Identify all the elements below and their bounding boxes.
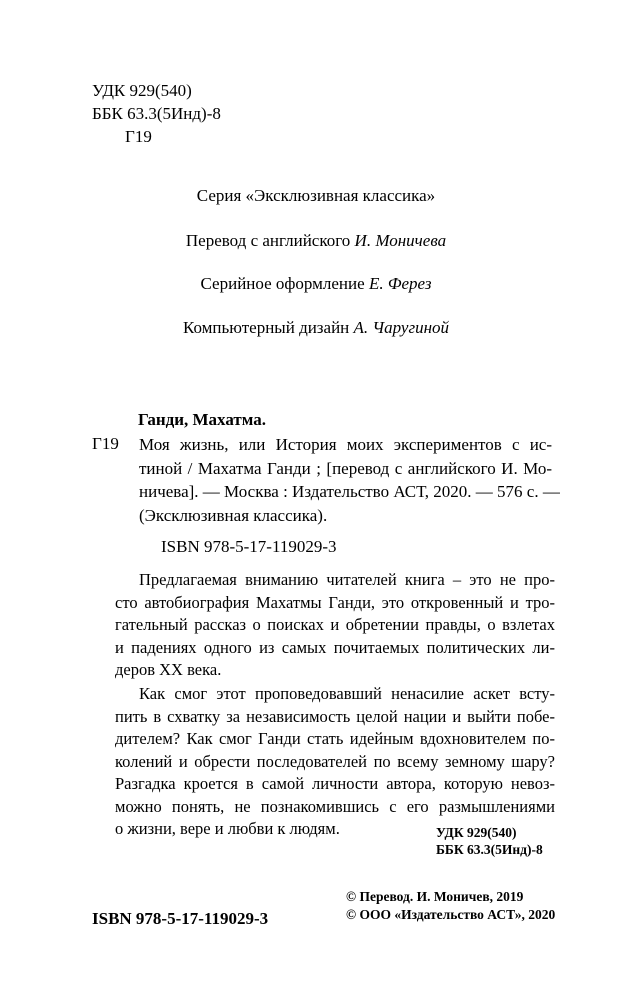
annotation-line: Предлагаемая вниманию читателей книга – это не про- [139, 570, 555, 589]
design-credit [0, 274, 632, 294]
annotation-line: можно понять, не познакомившись с его размышлениями [115, 796, 555, 816]
catalog-mark: Г19 [92, 434, 119, 453]
translation-credit [0, 231, 632, 251]
annotation-line: дителем? Как смог Ганди стать идейным вдохновителем по- [115, 729, 555, 748]
computer-design-credit [0, 318, 632, 338]
annotation-line: сто автобиография Махатмы Ганди, это откровенный и тро- [115, 592, 555, 612]
udk-code: УДК 929(540) [92, 81, 192, 100]
copyright-publisher: © ООО «Издательство АСТ», 2020 [346, 907, 556, 922]
catalog-isbn: ISBN 978-5-17-119029-3 [161, 537, 337, 556]
annotation-line: деров XX века. [115, 660, 222, 679]
bbk-code: ББК 63.3(5Инд)-8 [92, 104, 221, 123]
annotation-line: о жизни, вере и любви к людям. [115, 819, 340, 838]
copyright-translation: © Перевод. И. Моничев, 2019 [346, 889, 524, 904]
footer-udk: УДК 929(540) [436, 825, 517, 840]
annotation-paragraph-2 [115, 683, 555, 841]
annotation-line: колений и обрести последователей по всему земному шару? [115, 751, 555, 771]
author-mark: Г19 [125, 127, 152, 146]
annotation-line: Как смог этот проповедовавший ненасилие аскет всту- [139, 684, 555, 703]
catalog-heading: Ганди, Махатма. [138, 410, 266, 429]
catalog-description [139, 433, 560, 527]
translation-prefix: Перевод с английского [185, 231, 355, 250]
computer-design-prefix: Компьютерный дизайн [182, 318, 354, 337]
computer-designer-name: А. Чаругиной [353, 318, 450, 337]
description-line: Моя жизнь, или История моих экспериментов с ис- [139, 435, 552, 454]
annotation-line: гательный рассказ о поисках и обретении правды, о взлетах [115, 615, 555, 634]
designer-name: Е. Ферез [368, 274, 432, 293]
annotation-line: пить в схватку за независимость целой нации и выйти побе- [115, 706, 555, 726]
annotation-line: Разгадка кроется в самой личности автора, которую невоз- [115, 774, 555, 793]
translator-name: И. Моничева [354, 231, 447, 250]
description-line: ничева]. — Москва : Издательство АСТ, 2020. — 576 с. — [139, 482, 560, 501]
footer-isbn: ISBN 978-5-17-119029-3 [92, 909, 269, 928]
series-line: Серия «Эксклюзивная классика» [196, 186, 436, 205]
annotation-line: и падениях одного из самых почитаемых политических ли- [115, 637, 555, 657]
description-line: тиной / Махатма Ганди ; [перевод с английского И. Мо- [139, 458, 552, 478]
annotation-paragraph-1 [115, 569, 555, 682]
description-line: (Эксклюзивная классика). [139, 505, 328, 525]
design-prefix: Серийное оформление [200, 274, 369, 293]
footer-bbk: ББК 63.3(5Инд)-8 [436, 842, 543, 857]
